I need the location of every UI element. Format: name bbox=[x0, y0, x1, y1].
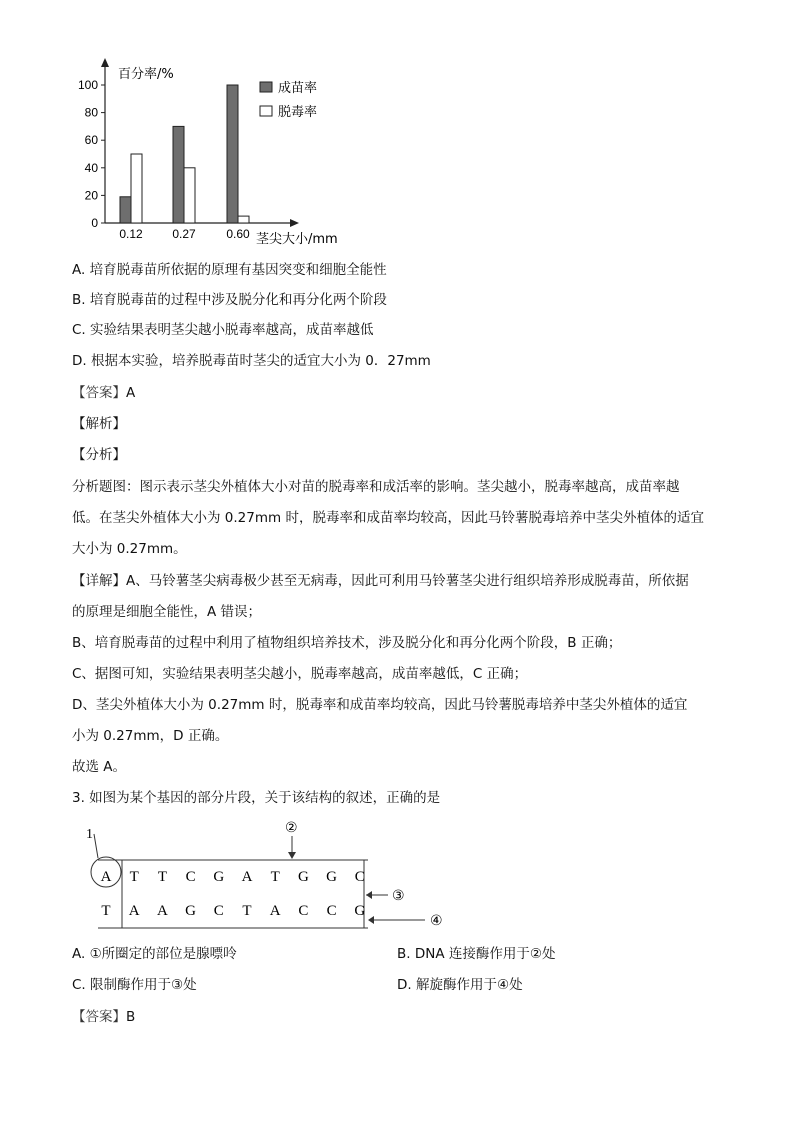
bar-chengmiao-0.27 bbox=[173, 126, 184, 223]
bottom-strand-base: A bbox=[128, 903, 140, 919]
fenxi-line: 大小为 0.27mm。 bbox=[72, 541, 187, 557]
answer-block-q3 bbox=[72, 1005, 135, 1025]
top-strand-base: T bbox=[129, 869, 139, 885]
y-axis-label: 百分率/% bbox=[118, 67, 174, 82]
xiangjie-line: 小为 0.27mm，D 正确。 bbox=[72, 728, 229, 744]
q2-option-d: D. 根据本实验，培养脱毒苗时茎尖的适宜大小为 0．27mm bbox=[72, 353, 431, 369]
q2-option-a: A. 培育脱毒苗所依据的原理有基因突变和细胞全能性 bbox=[72, 262, 387, 278]
answer-value: A bbox=[126, 385, 136, 401]
x-axis-arrowhead bbox=[290, 219, 299, 227]
xiangjie-line-first bbox=[72, 569, 689, 589]
fenxi-label: 【分析】 bbox=[72, 447, 126, 463]
conclusion: 故选 A。 bbox=[72, 759, 127, 775]
top-strand-base: G bbox=[297, 869, 309, 885]
xiangjie-line: C、据图可知，实验结果表明茎尖越小，脱毒率越高，成苗率越低，C 正确； bbox=[72, 666, 528, 682]
q2-option-b: B. 培育脱毒苗的过程中涉及脱分化和再分化两个阶段 bbox=[72, 292, 387, 308]
xiangjie-line: B、培育脱毒苗的过程中利用了植物组织培养技术，涉及脱分化和再分化两个阶段，B 正确； bbox=[72, 635, 622, 651]
top-strand-base: T bbox=[157, 869, 167, 885]
top-strand-base: T bbox=[270, 869, 280, 885]
q3-option-c: C. 限制酶作用于③处 bbox=[72, 977, 197, 993]
bottom-strand-base: G bbox=[185, 903, 197, 919]
bottom-strand-base: C bbox=[326, 903, 337, 919]
xiangjie-line: D、茎尖外植体大小为 0.27mm 时，脱毒率和成苗率均较高，因此马铃薯脱毒培养中茎尖外植体的适宜 bbox=[72, 697, 688, 713]
top-strand-base: C bbox=[354, 869, 365, 885]
answer-label: 【答案】 bbox=[72, 1009, 126, 1025]
y-axis-arrowhead bbox=[101, 58, 109, 67]
x-tick-label: 0.27 bbox=[172, 227, 196, 241]
xiangjie-label: 【详解】 bbox=[72, 573, 126, 589]
bottom-strand-base: G bbox=[354, 903, 366, 919]
y-tick-label: 0 bbox=[91, 216, 98, 230]
chart-bars bbox=[120, 85, 249, 223]
marker-2-arrowhead bbox=[288, 852, 296, 859]
bottom-strand-base: A bbox=[269, 903, 281, 919]
xiangjie-text: A、马铃薯茎尖病毒极少甚至无病毒，因此可利用马铃薯茎尖进行组织培养形成脱毒苗，所依据 bbox=[126, 573, 689, 589]
y-tick-label: 80 bbox=[84, 105, 98, 120]
top-strand-base: A bbox=[241, 869, 253, 885]
legend-label: 脱毒率 bbox=[278, 105, 318, 120]
x-axis-label: 茎尖大小/mm bbox=[256, 232, 338, 247]
y-tick-label: 60 bbox=[84, 133, 98, 148]
y-tick-label: 40 bbox=[84, 160, 98, 175]
bottom-strand-base: C bbox=[213, 903, 224, 919]
xiangjie-line: 的原理是细胞全能性，A 错误； bbox=[72, 604, 262, 620]
fenxi-line: 分析题图：图示表示茎尖外植体大小对苗的脱毒率和成活率的影响。茎尖越小，脱毒率越高，成苗率越 bbox=[72, 479, 680, 495]
bar-chart bbox=[60, 55, 360, 250]
question-3-stem: 3. 如图为某个基因的部分片段，关于该结构的叙述，正确的是 bbox=[72, 790, 441, 806]
marker-2: ② bbox=[285, 820, 298, 836]
top-strand-base: C bbox=[185, 869, 196, 885]
dna-bases bbox=[101, 869, 366, 919]
jiexi-label: 【解析】 bbox=[72, 416, 126, 432]
bottom-strand-base: C bbox=[298, 903, 309, 919]
answer-label: 【答案】 bbox=[72, 385, 126, 401]
q3-option-a: A. ①所圈定的部位是腺嘌呤 bbox=[72, 946, 237, 962]
q3-option-d: D. 解旋酶作用于④处 bbox=[397, 977, 523, 993]
bar-tuodu-0.12 bbox=[131, 154, 142, 223]
top-strand-base: G bbox=[213, 869, 225, 885]
marker-3-arrowhead bbox=[366, 891, 372, 899]
bottom-strand-base: A bbox=[156, 903, 168, 919]
marker-3: ③ bbox=[392, 888, 405, 904]
marker-4-arrowhead bbox=[368, 916, 374, 924]
answer-value: B bbox=[126, 1009, 136, 1025]
answer-block-q2 bbox=[72, 381, 135, 401]
legend-swatch bbox=[260, 82, 272, 92]
bar-chengmiao-0.12 bbox=[120, 197, 131, 223]
bar-chengmiao-0.60 bbox=[227, 85, 238, 223]
marker-1-leader bbox=[94, 834, 98, 858]
marker-4: ④ bbox=[430, 913, 443, 929]
bar-tuodu-0.60 bbox=[238, 216, 249, 223]
legend-swatch bbox=[260, 106, 272, 116]
x-tick-label: 0.12 bbox=[119, 227, 143, 241]
y-tick-label: 100 bbox=[77, 78, 98, 92]
y-tick-label: 20 bbox=[84, 188, 98, 203]
x-tick-label: 0.60 bbox=[226, 227, 250, 241]
marker-1: 1 bbox=[86, 827, 93, 842]
bar-tuodu-0.27 bbox=[184, 168, 195, 223]
top-strand-base: G bbox=[326, 869, 338, 885]
chart-legend bbox=[260, 80, 317, 120]
top-strand-base: A bbox=[100, 869, 112, 885]
dna-diagram bbox=[70, 812, 460, 932]
bottom-strand-base: T bbox=[101, 903, 111, 919]
q2-option-c: C. 实验结果表明茎尖越小脱毒率越高，成苗率越低 bbox=[72, 322, 374, 338]
q3-option-b: B. DNA 连接酶作用于②处 bbox=[397, 946, 556, 962]
legend-label: 成苗率 bbox=[278, 81, 318, 96]
fenxi-line: 低。在茎尖外植体大小为 0.27mm 时，脱毒率和成苗率均较高，因此马铃薯脱毒培养中茎尖外植体的适宜 bbox=[72, 510, 704, 526]
bottom-strand-base: T bbox=[242, 903, 252, 919]
